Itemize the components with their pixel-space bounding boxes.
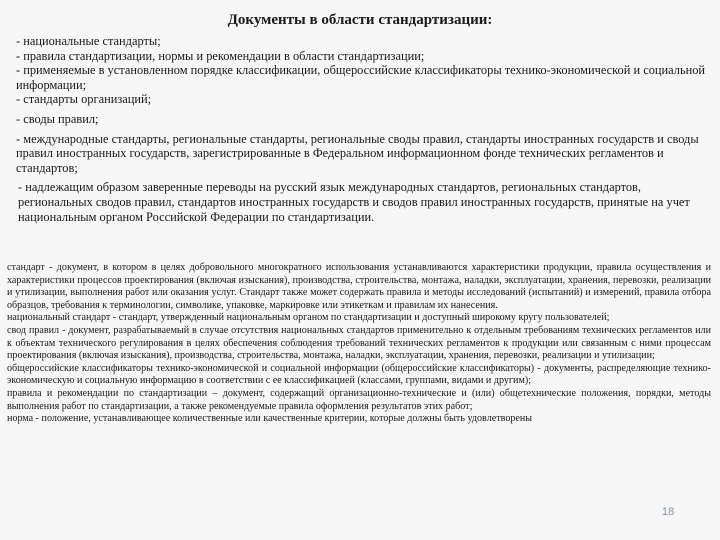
definition-classifiers: общероссийские классификаторы технико-экономической и социальной информации (общероссийские классификаторы) - документы, распределяющие технико-экономическую и социальную информацию в соответствии с ее классификацией (классами, группами, видами и другим); xyxy=(7,362,711,387)
page-number: 18 xyxy=(662,506,675,518)
list-item: - стандарты организаций; xyxy=(16,92,152,107)
list-item: - своды правил; xyxy=(16,111,99,126)
slide-title: Документы в области стандартизации: xyxy=(227,12,493,28)
definition-national-standard: национальный стандарт - стандарт, утвержденный национальным органом по стандартизации и доступный широкому кругу пользователей; xyxy=(7,312,610,324)
list-item: - национальные стандарты; xyxy=(16,34,161,48)
definition-standard: стандарт - документ, в котором в целях добровольного многократного использования устанавливаются характеристики продукции, правила осуществления и характеристики процессов проектирования (включая изыскания), производства, строительства, монтажа, наладки, эксплуатации, хранения, перевозки, реализации и утилизации, выполнения работ или оказания услуг. Стандарт также может содержать правила и методы исследований (испытаний) и измерений, правила отбора образцов, требования к терминологии, символике, упаковке, маркировке или этикеткам и правилам их нанесения. xyxy=(7,262,711,311)
list-item: - международные стандарты, региональные стандарты, региональные своды правил, стандарты иностранных государств и своды правил иностранных государств, зарегистрированные в Федеральном информационном фонде технических регламентов и стандартов; xyxy=(16,131,699,175)
definition-code-of-rules: свод правил - документ, разрабатываемый в случае отсутствия национальных стандартов применительно к отдельным требованиям технических регламентов или к объектам технического регулирования в целях обеспечения соблюдения требований технических регламентов к продукции или связанным с ними процессам проектирования (включая изыскания), производства, строительства, монтажа, наладки, эксплуатации, хранения, перевозки, реализации и утилизации; xyxy=(7,324,711,362)
list-item: - правила стандартизации, нормы и рекомендации в области стандартизации; xyxy=(16,48,425,63)
definitions-block xyxy=(7,262,711,426)
document-types-list xyxy=(16,34,706,224)
list-item: - применяемые в установленном порядке классификации, общероссийские классификаторы технико-экономической и социальной информации; xyxy=(16,63,706,92)
definition-norm: норма - положение, устанавливающее количественные или качественные критерии, которые должны быть удовлетворены xyxy=(7,413,533,425)
definition-rules-recommendations: правила и рекомендации по стандартизации – документ, содержащий организационно-технические и (или) общетехнические положения, порядки, методы выполнения работ по стандартизации, а также рекомендуемые правила оформления результатов этих работ; xyxy=(7,387,711,412)
list-item: - надлежащим образом заверенные переводы на русский язык международных стандартов, региональных стандартов, региональных сводов правил, стандартов иностранных государств и сводов правил иностранных государств, принятые на учет национальным органом Российской Федерации по стандартизации. xyxy=(18,180,690,224)
